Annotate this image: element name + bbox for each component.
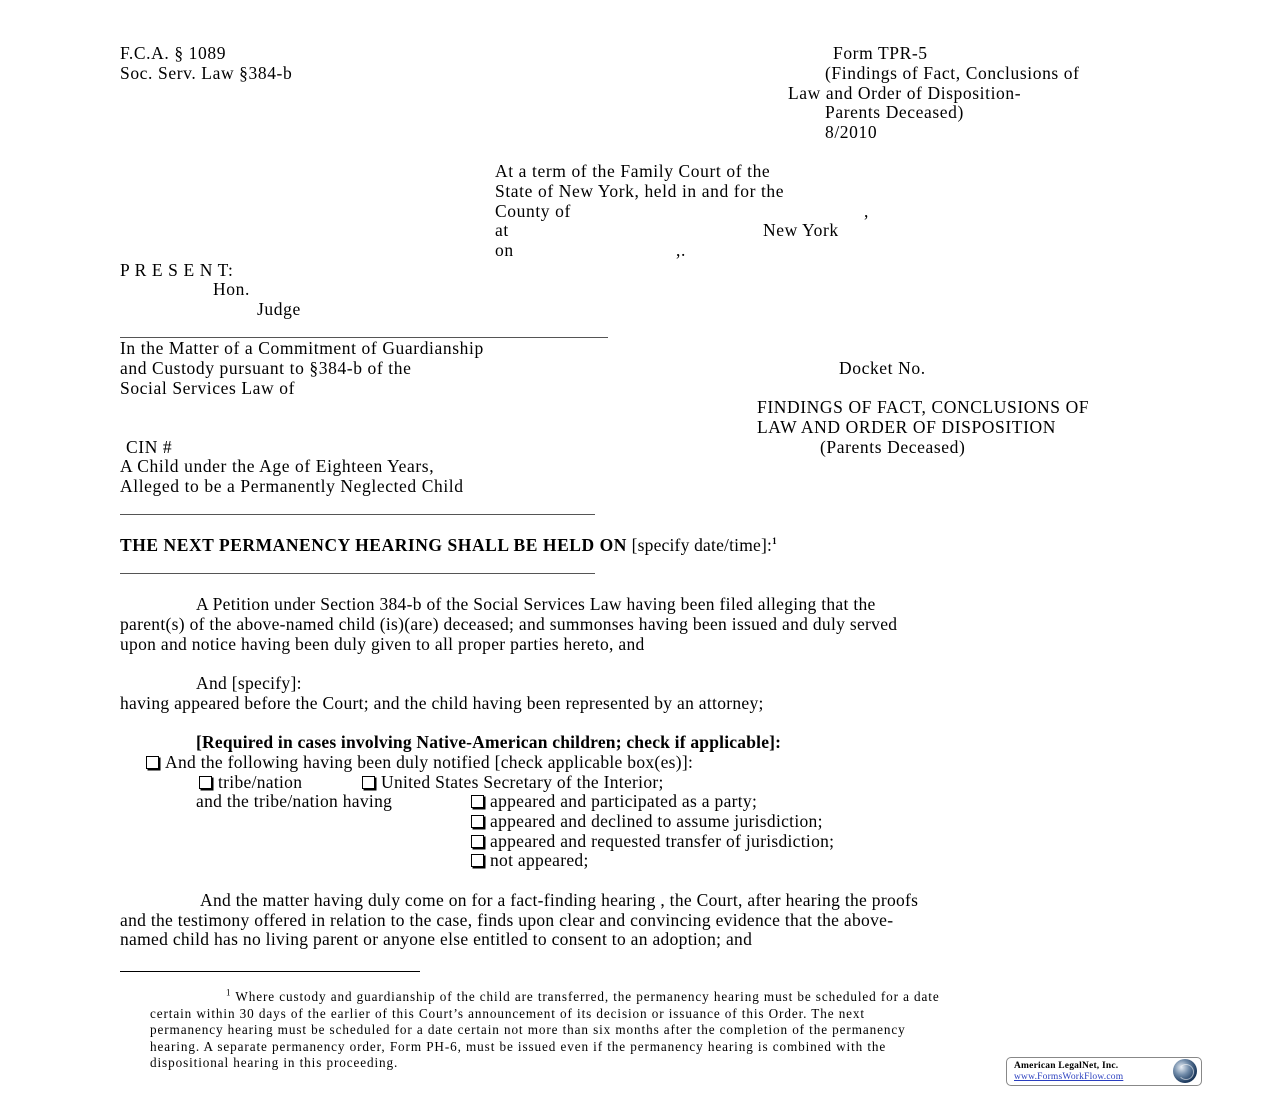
footnote-text-1: Where custody and guardianship of the child are transferred, the permanency hearing must be scheduled for a date	[231, 989, 940, 1004]
transfer-label: appeared and requested transfer of jurisdiction;	[490, 831, 835, 851]
court-term-line-1: At a term of the Family Court of the	[495, 161, 771, 181]
caption-matter-line-1: In the Matter of a Commitment of Guardianship	[120, 338, 484, 358]
notified-label: And the following having been duly notified [check applicable box(es)]:	[165, 752, 694, 772]
caption-bottom-divider	[120, 514, 595, 515]
petition-paragraph-line-2: parent(s) of the above-named child (is)(are) deceased; and summonses having been issued and duly served	[120, 614, 898, 634]
logo-website-link[interactable]: www.FormsWorkFlow.com	[1014, 1072, 1124, 1082]
caption-matter-line-3: Social Services Law of	[120, 378, 296, 398]
appearance-paragraph: having appeared before the Court; and the child having been represented by an attorney;	[120, 693, 764, 713]
hearing-divider	[120, 573, 595, 574]
tribe-having-label: and the tribe/nation having	[196, 791, 393, 811]
statute-reference-fca: F.C.A. § 1089	[120, 43, 227, 63]
option-not-appeared	[471, 851, 589, 871]
footnote-line-3: permanency hearing must be scheduled for a date certain not more than six months after the completion of the permanency	[150, 1022, 906, 1037]
logo-company-name: American LegalNet, Inc.	[1014, 1061, 1119, 1071]
caption-matter-line-2: and Custody pursuant to §384-b of the	[120, 358, 412, 378]
secretary-label: United States Secretary of the Interior;	[381, 772, 664, 792]
judge-label: Judge	[257, 299, 301, 319]
tribe-nation-row	[199, 773, 302, 793]
petition-paragraph-line-1: A Petition under Section 384-b of the Social Services Law having been filed alleging that the	[196, 594, 876, 614]
at-label: at	[495, 220, 509, 240]
notified-row	[146, 753, 693, 773]
child-description-line-1: A Child under the Age of Eighteen Years,	[120, 456, 435, 476]
footnote-line-2: certain within 30 days of the earlier of this Court’s announcement of its decision or issuance of this Order. The next	[150, 1006, 865, 1021]
next-hearing-line	[120, 536, 777, 556]
not-appeared-checkbox[interactable]	[471, 854, 484, 867]
declined-checkbox[interactable]	[471, 815, 484, 828]
footnote-line-5: dispositional hearing in this proceeding.	[150, 1055, 399, 1070]
participated-checkbox[interactable]	[471, 795, 484, 808]
petition-paragraph-line-3: upon and notice having been duly given to all proper parties hereto, and	[120, 634, 645, 654]
next-hearing-heading: THE NEXT PERMANENCY HEARING SHALL BE HELD ON	[120, 535, 627, 555]
footnote-reference: 1	[772, 536, 777, 547]
declined-label: appeared and declined to assume jurisdiction;	[490, 811, 823, 831]
option-participated	[471, 792, 757, 812]
secretary-checkbox[interactable]	[362, 776, 375, 789]
form-date: 8/2010	[825, 122, 878, 142]
document-title-line-2: LAW AND ORDER OF DISPOSITION	[757, 417, 1056, 437]
form-description-line-3: Parents Deceased)	[825, 102, 964, 122]
option-transfer	[471, 832, 834, 852]
fact-finding-paragraph-line-1: And the matter having duly come on for a fact-finding hearing , the Court, after hearing the proofs	[200, 890, 919, 910]
court-term-line-2: State of New York, held in and for the	[495, 181, 785, 201]
form-description-line-2: Law and Order of Disposition-	[788, 83, 1022, 103]
cin-label: CIN #	[126, 437, 173, 457]
footnote-line-4: hearing. A separate permanency order, Form PH-6, must be issued even if the permanency hearing is combined with the	[150, 1039, 887, 1054]
statute-reference-ssl: Soc. Serv. Law §384-b	[120, 63, 293, 83]
county-label: County of	[495, 201, 571, 221]
notified-checkbox[interactable]	[146, 756, 159, 769]
on-label: on	[495, 240, 514, 260]
footnote-number: 1	[226, 987, 232, 998]
tribe-nation-checkbox[interactable]	[199, 776, 212, 789]
child-description-line-2: Alleged to be a Permanently Neglected Child	[120, 476, 464, 496]
american-legalnet-logo[interactable]	[1006, 1057, 1202, 1086]
state-name: New York	[763, 220, 839, 240]
globe-icon	[1173, 1059, 1197, 1083]
docket-label: Docket No.	[839, 358, 926, 378]
footnote-separator	[120, 971, 420, 972]
fact-finding-paragraph-line-2: and the testimony offered in relation to the case, finds upon clear and convincing evidence that the above-	[120, 910, 894, 930]
form-description-line-1: (Findings of Fact, Conclusions of	[825, 63, 1080, 83]
participated-label: appeared and participated as a party;	[490, 791, 758, 811]
specify-date-time: [specify date/time]:	[627, 535, 773, 555]
county-comma: ,	[864, 201, 869, 221]
appearance-specify: And [specify]:	[196, 673, 302, 693]
option-declined	[471, 812, 823, 832]
fact-finding-paragraph-line-3: named child has no living parent or anyone else entitled to consent to an adoption; and	[120, 929, 753, 949]
secretary-row	[362, 773, 664, 793]
date-punctuation: ,.	[676, 240, 686, 260]
hon-label: Hon.	[213, 279, 250, 299]
tribe-nation-label: tribe/nation	[218, 772, 303, 792]
form-number: Form TPR-5	[833, 43, 928, 63]
document-title-line-3: (Parents Deceased)	[820, 437, 966, 457]
native-american-heading: [Required in cases involving Native-American children; check if applicable]:	[196, 732, 782, 752]
present-label: P R E S E N T:	[120, 260, 234, 280]
not-appeared-label: not appeared;	[490, 850, 589, 870]
document-title-line-1: FINDINGS OF FACT, CONCLUSIONS OF	[757, 397, 1090, 417]
footnote-line-1	[226, 989, 940, 1006]
transfer-checkbox[interactable]	[471, 835, 484, 848]
